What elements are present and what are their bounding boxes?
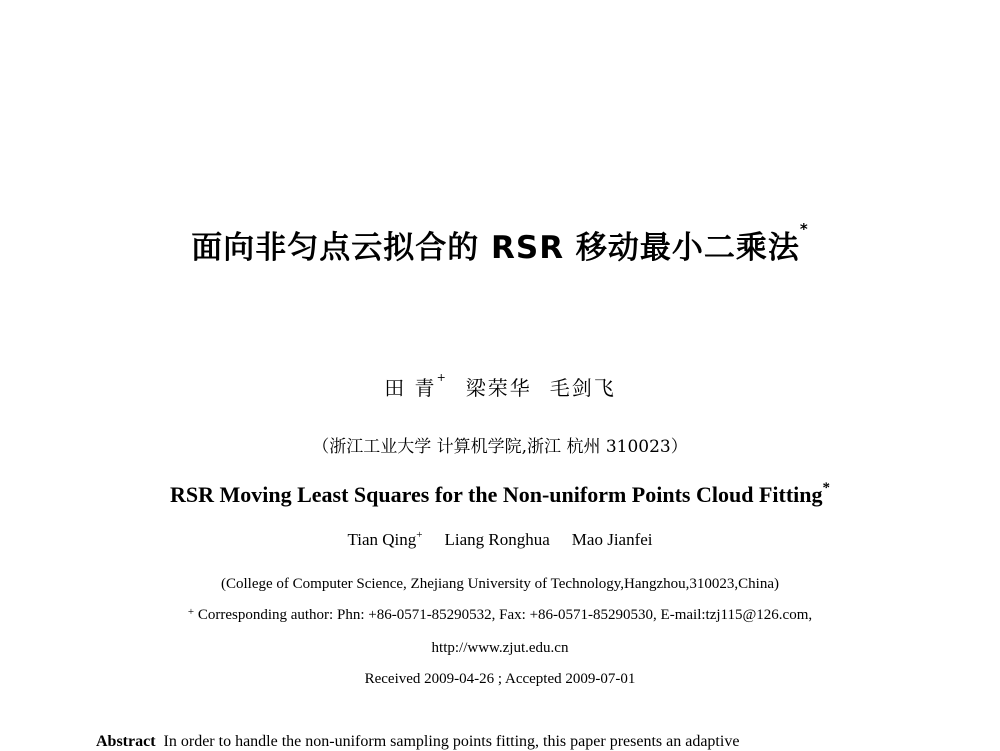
cn-author-1-mark: + bbox=[436, 371, 448, 384]
corresponding-mark: + bbox=[187, 606, 195, 618]
english-title-text: RSR Moving Least Squares for the Non-uniform Points Cloud Fitting bbox=[169, 482, 823, 507]
title-footnote-mark: * bbox=[799, 220, 809, 238]
en-author-3: Mao Jianfei bbox=[571, 530, 653, 549]
institution-url: http://www.zjut.edu.cn bbox=[431, 640, 569, 656]
en-author-1-mark: + bbox=[416, 529, 423, 541]
en-author-2: Liang Ronghua bbox=[444, 530, 550, 549]
cn-author-3: 毛剑飞 bbox=[549, 376, 616, 400]
cn-author-2: 梁荣华 bbox=[465, 376, 532, 400]
abstract-label: Abstract bbox=[96, 733, 156, 750]
corresponding-text: Corresponding author: Phn: +86-0571-85290532, Fax: +86-0571-85290530, E-mail:tzj115@126.com, bbox=[194, 607, 813, 623]
english-affiliation: (College of Computer Science, Zhejiang University of Technology,Hangzhou,310023,China) bbox=[221, 576, 779, 592]
english-authors bbox=[0, 530, 1000, 550]
chinese-authors bbox=[0, 372, 1000, 401]
english-title-footnote-mark: * bbox=[822, 480, 830, 496]
chinese-affiliation: （浙江工业大学 计算机学院,浙江 杭州 310023） bbox=[312, 437, 688, 457]
chinese-title bbox=[0, 222, 1000, 267]
received-accepted-dates: Received 2009-04-26 ; Accepted 2009-07-01 bbox=[364, 671, 636, 687]
corresponding-author bbox=[0, 607, 1000, 624]
en-author-1: Tian Qing bbox=[347, 530, 417, 549]
chinese-title-text: 面向非匀点云拟合的 RSR 移动最小二乘法 bbox=[191, 230, 800, 266]
english-title bbox=[0, 482, 1000, 508]
abstract-text: In order to handle the non-uniform sampling points fitting, this paper presents an adaptive bbox=[163, 733, 740, 750]
cn-author-1: 田 青 bbox=[384, 376, 437, 400]
abstract bbox=[96, 733, 906, 751]
